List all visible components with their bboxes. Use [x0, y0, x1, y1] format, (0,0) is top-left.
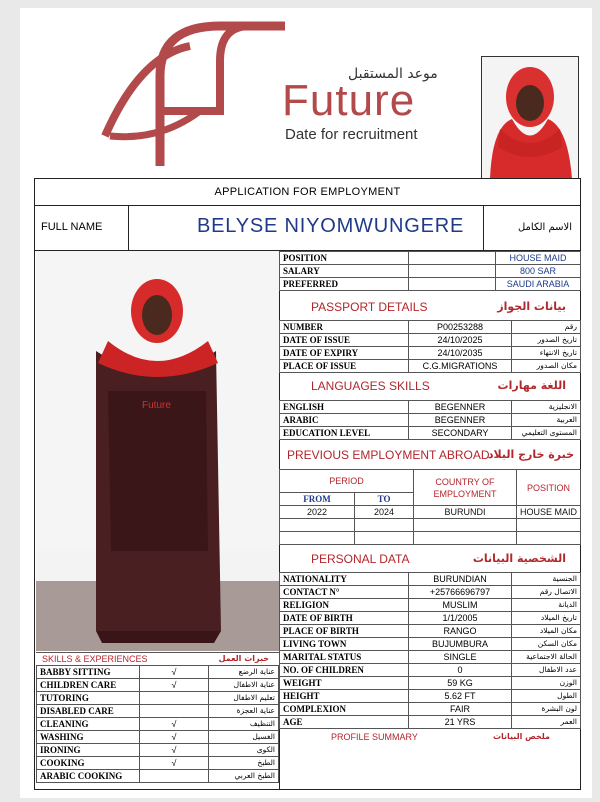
- full-body-photo: [36, 251, 279, 651]
- table-row: POSITION HOUSE MAID: [280, 252, 581, 265]
- logo-arabic-text: موعد المستقبل: [348, 66, 438, 82]
- table-row: FROM TO: [280, 493, 581, 506]
- svg-text:Future: Future: [142, 400, 171, 411]
- table-row: CHILDREN CARE √ عناية الاطفال: [37, 679, 279, 692]
- languages-table: [279, 400, 581, 440]
- table-row: BABBY SITTING √ عناية الرضع: [37, 666, 279, 679]
- table-row: DISABLED CARE عناية العجزة: [37, 705, 279, 718]
- future-logo-mark-icon: [100, 16, 290, 176]
- full-name-value: BELYSE NIYOMWUNGERE: [197, 215, 465, 237]
- table-row: RELIGION MUSLIM الديانة: [280, 599, 581, 612]
- table-row: MARITAL STATUS SINGLE الحالة الاجتماعية: [280, 651, 581, 664]
- languages-section-header: LANGUAGES SKILLS اللغة مهارات: [311, 379, 566, 393]
- skills-section-header: SKILLS & EXPERIENCES خبرات العمل: [36, 652, 279, 666]
- logo-subtitle: Date for recruitment: [285, 126, 418, 143]
- passport-section-header: PASSPORT DETAILS بيانات الجواز: [311, 300, 566, 314]
- table-row: ARABIC BEGENNER العربية: [280, 414, 581, 427]
- table-row: PLACE OF BIRTH RANGO مكان الميلاد: [280, 625, 581, 638]
- passport-table: [279, 320, 581, 373]
- skills-table: [36, 665, 279, 783]
- table-row: DATE OF ISSUE 24/10/2025 تاريخ الصدور: [280, 334, 581, 347]
- logo-wordmark: Future: [282, 76, 416, 125]
- personal-data-section-header: PERSONAL DATA الشخصية البيانات: [311, 552, 566, 566]
- table-row: IRONING √ الكوى: [37, 744, 279, 757]
- full-name-row: [35, 206, 580, 251]
- portrait-photo: [481, 56, 579, 180]
- table-row: WASHING √ الغسيل: [37, 731, 279, 744]
- table-row: COMPLEXION FAIR لون البشرة: [280, 703, 581, 716]
- table-row: DATE OF BIRTH 1/1/2005 تاريخ الميلاد: [280, 612, 581, 625]
- table-row: COOKING √ الطبخ: [37, 757, 279, 770]
- table-row: WEIGHT 59 KG الوزن: [280, 677, 581, 690]
- table-row: ENGLISH BEGENNER الانجليزية: [280, 401, 581, 414]
- table-row: NO. OF CHILDREN 0 عدد الاطفال: [280, 664, 581, 677]
- table-row: SALARY 800 SAR: [280, 265, 581, 278]
- table-row: CONTACT N° +25766696797 الاتصال رقم: [280, 586, 581, 599]
- form-title: APPLICATION FOR EMPLOYMENT: [35, 179, 580, 206]
- full-name-arabic-label: الاسم الكامل: [517, 222, 572, 233]
- table-row: 2022 2024 BURUNDI HOUSE MAID: [280, 506, 581, 519]
- previous-employment-section-header: PREVIOUS EMPLOYMENT ABROAD خبرة خارج البلاد: [287, 448, 574, 462]
- job-info-table: [279, 251, 581, 291]
- table-row: PREFERRED SAUDI ARABIA: [280, 278, 581, 291]
- table-row: EDUCATION LEVEL SECONDARY المستوى التعليمي: [280, 427, 581, 440]
- profile-summary-header: PROFILE SUMMARY ملخص البيانات: [331, 732, 550, 742]
- table-row: LIVING TOWN BUJUMBURA مكان السكن: [280, 638, 581, 651]
- personal-data-table: [279, 572, 581, 729]
- full-name-label: FULL NAME: [41, 221, 103, 233]
- table-row: PLACE OF ISSUE C.G.MIGRATIONS مكان الصدور: [280, 360, 581, 373]
- table-row: TUTORING تعليم الاطفال: [37, 692, 279, 705]
- table-row: CLEANING √ التنظيف: [37, 718, 279, 731]
- table-row: NUMBER P00253288 رقم: [280, 321, 581, 334]
- table-row: AGE 21 YRS العمر: [280, 716, 581, 729]
- table-row: PERIOD COUNTRY OF EMPLOYMENT POSITION: [280, 470, 581, 493]
- previous-employment-table: [279, 469, 581, 545]
- table-row: DATE OF EXPIRY 24/10/2035 تاريخ الانتهاء: [280, 347, 581, 360]
- table-row: ARABIC COOKING الطبخ العربي: [37, 770, 279, 783]
- table-row: NATIONALITY BURUNDIAN الجنسية: [280, 573, 581, 586]
- application-form: [34, 178, 581, 790]
- table-row: HEIGHT 5.62 FT الطول: [280, 690, 581, 703]
